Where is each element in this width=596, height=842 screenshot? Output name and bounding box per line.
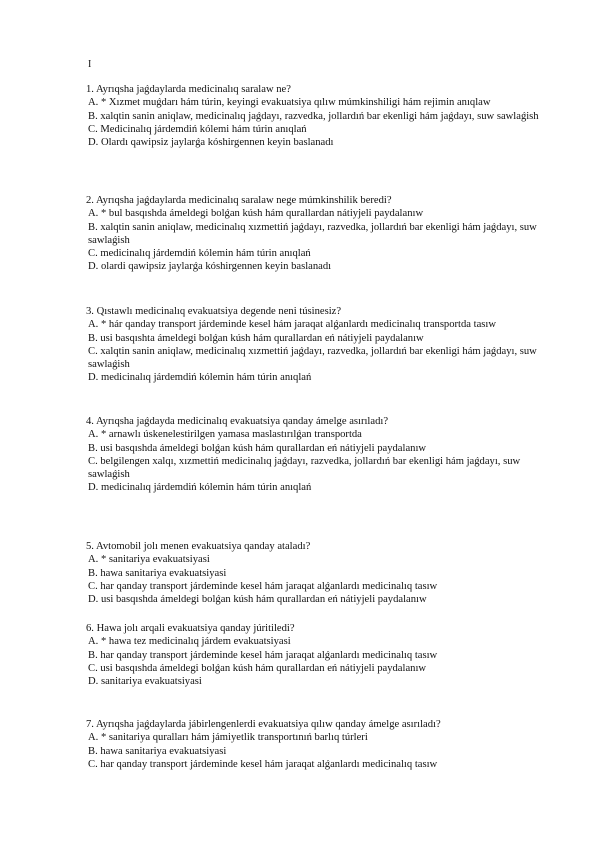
option-c: C. medicinalıq járdemdiń kólemin hám túrin anıqlań bbox=[88, 248, 311, 260]
option-b: B. usi basqıshda ámeldegi bolǵan kúsh hám qurallardan eń nátiyjeli paydalanıw bbox=[88, 442, 427, 454]
question-7 bbox=[86, 718, 556, 771]
question-title: 3. Qıstawlı medicinalıq evakuatsiya degende neni túsinesiz? bbox=[86, 306, 342, 317]
option-c: C. har qanday transport járdeminde kesel hám jaraqat alǵanlardı medicinalıq tasıw bbox=[88, 758, 438, 770]
option-d: D. Olardı qawipsiz jaylarǵa kóshirgennen keyin baslanadı bbox=[88, 137, 334, 149]
option-b: B. har qanday transport járdeminde kesel hám jaraqat alǵanlardı medicinalıq tasıw bbox=[88, 649, 438, 661]
question-2 bbox=[86, 194, 556, 274]
option-a: A. * sanitariya quralları hám jámiyetlik transportınıń barlıq túrleri bbox=[88, 732, 368, 744]
question-title: 1. Ayrıqsha jaǵdaylarda medicinalıq saralaw ne? bbox=[86, 84, 291, 95]
question-6 bbox=[86, 622, 556, 688]
question-title: 7. Ayrıqsha jaǵdaylarda jábirlengenlerdi evakuatsiya qılıw qanday ámelge asırıladı? bbox=[86, 719, 441, 730]
option-d: D. medicinalıq járdemdiń kólemin hám túrin anıqlań bbox=[88, 482, 312, 494]
option-b: B. hawa sanitariya evakuatsiyasi bbox=[88, 567, 227, 579]
page-marker: I bbox=[88, 59, 92, 70]
option-d: D. olardi qawipsiz jaylarǵa kóshirgennen keyin baslanadı bbox=[88, 261, 332, 273]
option-a: A. * sanitariya evakuatsiyasi bbox=[88, 554, 210, 566]
option-b: B. xalqtin sanin aniqlaw, medicinalıq jaǵdayı, razvedka, jollardıń bar ekenligi hám jaǵdayı, suw sawlaǵish bbox=[88, 110, 539, 122]
option-c: C. har qanday transport járdeminde kesel hám jaraqat alǵanlardı medicinalıq tasıw bbox=[88, 580, 438, 592]
question-title: 4. Ayrıqsha jaǵdayda medicinalıq evakuatsiya qanday ámelge asırıladı? bbox=[86, 416, 389, 427]
question-5 bbox=[86, 540, 556, 606]
question-4 bbox=[86, 415, 556, 495]
option-a: A. * Xızmet muǵdarı hám túrin, keyingi evakuatsiya qılıw múmkinshiligi hám rejimin anıqlaw bbox=[88, 97, 491, 109]
option-b: B. hawa sanitariya evakuatsiyasi bbox=[88, 745, 227, 757]
option-b: B. usi basqıshta ámeldegi bolǵan kúsh hám qurallardan eń nátiyjeli paydalanıw bbox=[88, 332, 424, 344]
option-d: D. sanitariya evakuatsiyasi bbox=[88, 676, 202, 688]
option-d: D. medicinalıq járdemdiń kólemin hám túrin anıqlań bbox=[88, 372, 312, 384]
question-title: 6. Hawa jolı arqali evakuatsiya qanday júritiledi? bbox=[86, 623, 295, 634]
option-b: B. xalqtin sanin aniqlaw, medicinalıq xızmettiń jaǵdayı, razvedka, jollardıń bar ekenligi hám jaǵdayı, suw sawlaǵish bbox=[88, 221, 537, 246]
option-a: A. * bul basqıshda ámeldegi bolǵan kúsh hám qurallardan nátiyjeli paydalanıw bbox=[88, 208, 424, 220]
question-3 bbox=[86, 305, 556, 385]
option-c: C. usi basqıshda ámeldegi bolǵan kúsh hám qurallardan eń nátiyjeli paydalanıw bbox=[88, 662, 427, 674]
option-a: A. * hawa tez medicinalıq járdem evakuatsiyasi bbox=[88, 636, 291, 648]
option-a: A. * arnawlı úskenelestirilgen yamasa maslastırılǵan transportda bbox=[88, 429, 362, 441]
option-a: A. * hár qanday transport járdeminde kesel hám jaraqat alǵanlardı medicinalıq transportda tasıw bbox=[88, 319, 497, 331]
option-c: C. belgilengen xalqı, xızmettiń medicinalıq jaǵdayı, razvedka, jollardıń bar ekenligi hám jaǵdayı, suw sawlaǵish bbox=[88, 455, 521, 481]
question-title: 2. Ayrıqsha jaǵdaylarda medicinalıq saralaw nege múmkinshilik beredi? bbox=[86, 195, 392, 206]
question-1 bbox=[86, 83, 556, 149]
option-c: C. xalqtin sanin aniqlaw, medicinalıq xızmettiń jaǵdayı, razvedka, jollardıń bar ekenligi hám jaǵdayı, suw sawlaǵish bbox=[88, 345, 537, 371]
question-title: 5. Avtomobil jolı menen evakuatsiya qanday ataladı? bbox=[86, 541, 311, 552]
option-d: D. usi basqıshda ámeldegi bolǵan kúsh hám qurallardan eń nátiyjeli paydalanıw bbox=[88, 594, 427, 606]
option-c: C. Medicinalıq járdemdiń kólemi hám túrin anıqlań bbox=[88, 123, 307, 135]
